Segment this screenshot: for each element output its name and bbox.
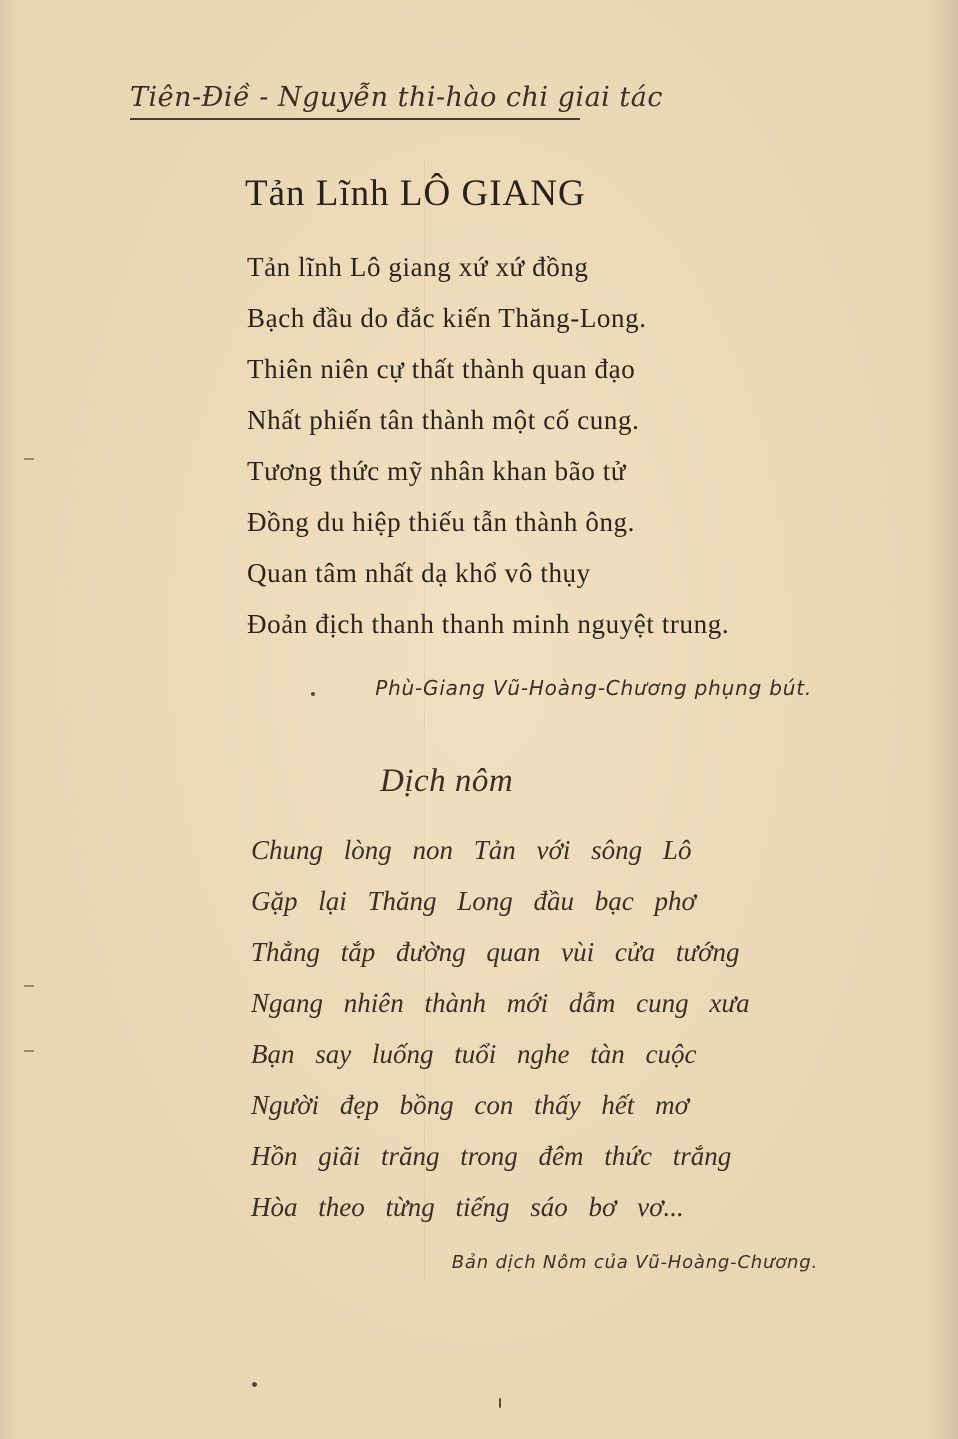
translation-line: Gặp lại Thăng Long đầu bạc phơ (251, 886, 696, 916)
translation-credit: Bản dịch Nôm của Vũ-Hoàng-Chương. (451, 1252, 818, 1273)
translation-line: Người đẹp bồng con thấy hết mơ (251, 1090, 689, 1120)
ink-speck (252, 1382, 257, 1387)
poem-lines (247, 252, 729, 660)
translation-line: Hòa theo từng tiếng sáo bơ vơ... (251, 1192, 684, 1222)
header-rule (130, 118, 580, 120)
translation-line: Thẳng tắp đường quan vùi cửa tướng (251, 937, 740, 967)
poem-line: Đồng du hiệp thiếu tẫn thành ông. (247, 507, 635, 537)
translation-line: Hồn giãi trăng trong đêm thức trắng (251, 1141, 732, 1171)
edge-mark (24, 985, 34, 987)
edge-mark (24, 1050, 34, 1052)
poem-line: Tản lĩnh Lô giang xứ xứ đồng (247, 252, 589, 282)
translation-line: Bạn say luống tuổi nghe tàn cuộc (251, 1039, 697, 1069)
poem-line: Đoản địch thanh thanh minh nguyệt trung. (247, 609, 730, 639)
poem-line: Thiên niên cự thất thành quan đạo (247, 354, 636, 384)
edge-mark (24, 458, 34, 460)
translation-title: Dịch nôm (380, 763, 514, 799)
poem-line: Bạch đầu do đắc kiến Thăng-Long. (247, 303, 647, 333)
poem-line: Tương thức mỹ nhân khan bão tử (247, 456, 627, 486)
translation-line: Chung lòng non Tản với sông Lô (251, 835, 692, 865)
ink-speck (499, 1398, 501, 1408)
running-header: Tiên-Điề - Nguyễn thi-hào chi giai tác (130, 82, 663, 113)
poem-line: Nhất phiến tân thành một cố cung. (247, 405, 640, 435)
translation-lines (251, 835, 750, 1243)
poem-credit: Phù-Giang Vũ-Hoàng-Chương phụng bút. (375, 676, 812, 700)
translation-line: Ngang nhiên thành mới dẫm cung xưa (251, 988, 750, 1018)
ink-speck (311, 692, 315, 696)
poem-title: Tản Lĩnh LÔ GIANG (245, 173, 586, 214)
poem-line: Quan tâm nhất dạ khổ vô thụy (247, 558, 591, 588)
